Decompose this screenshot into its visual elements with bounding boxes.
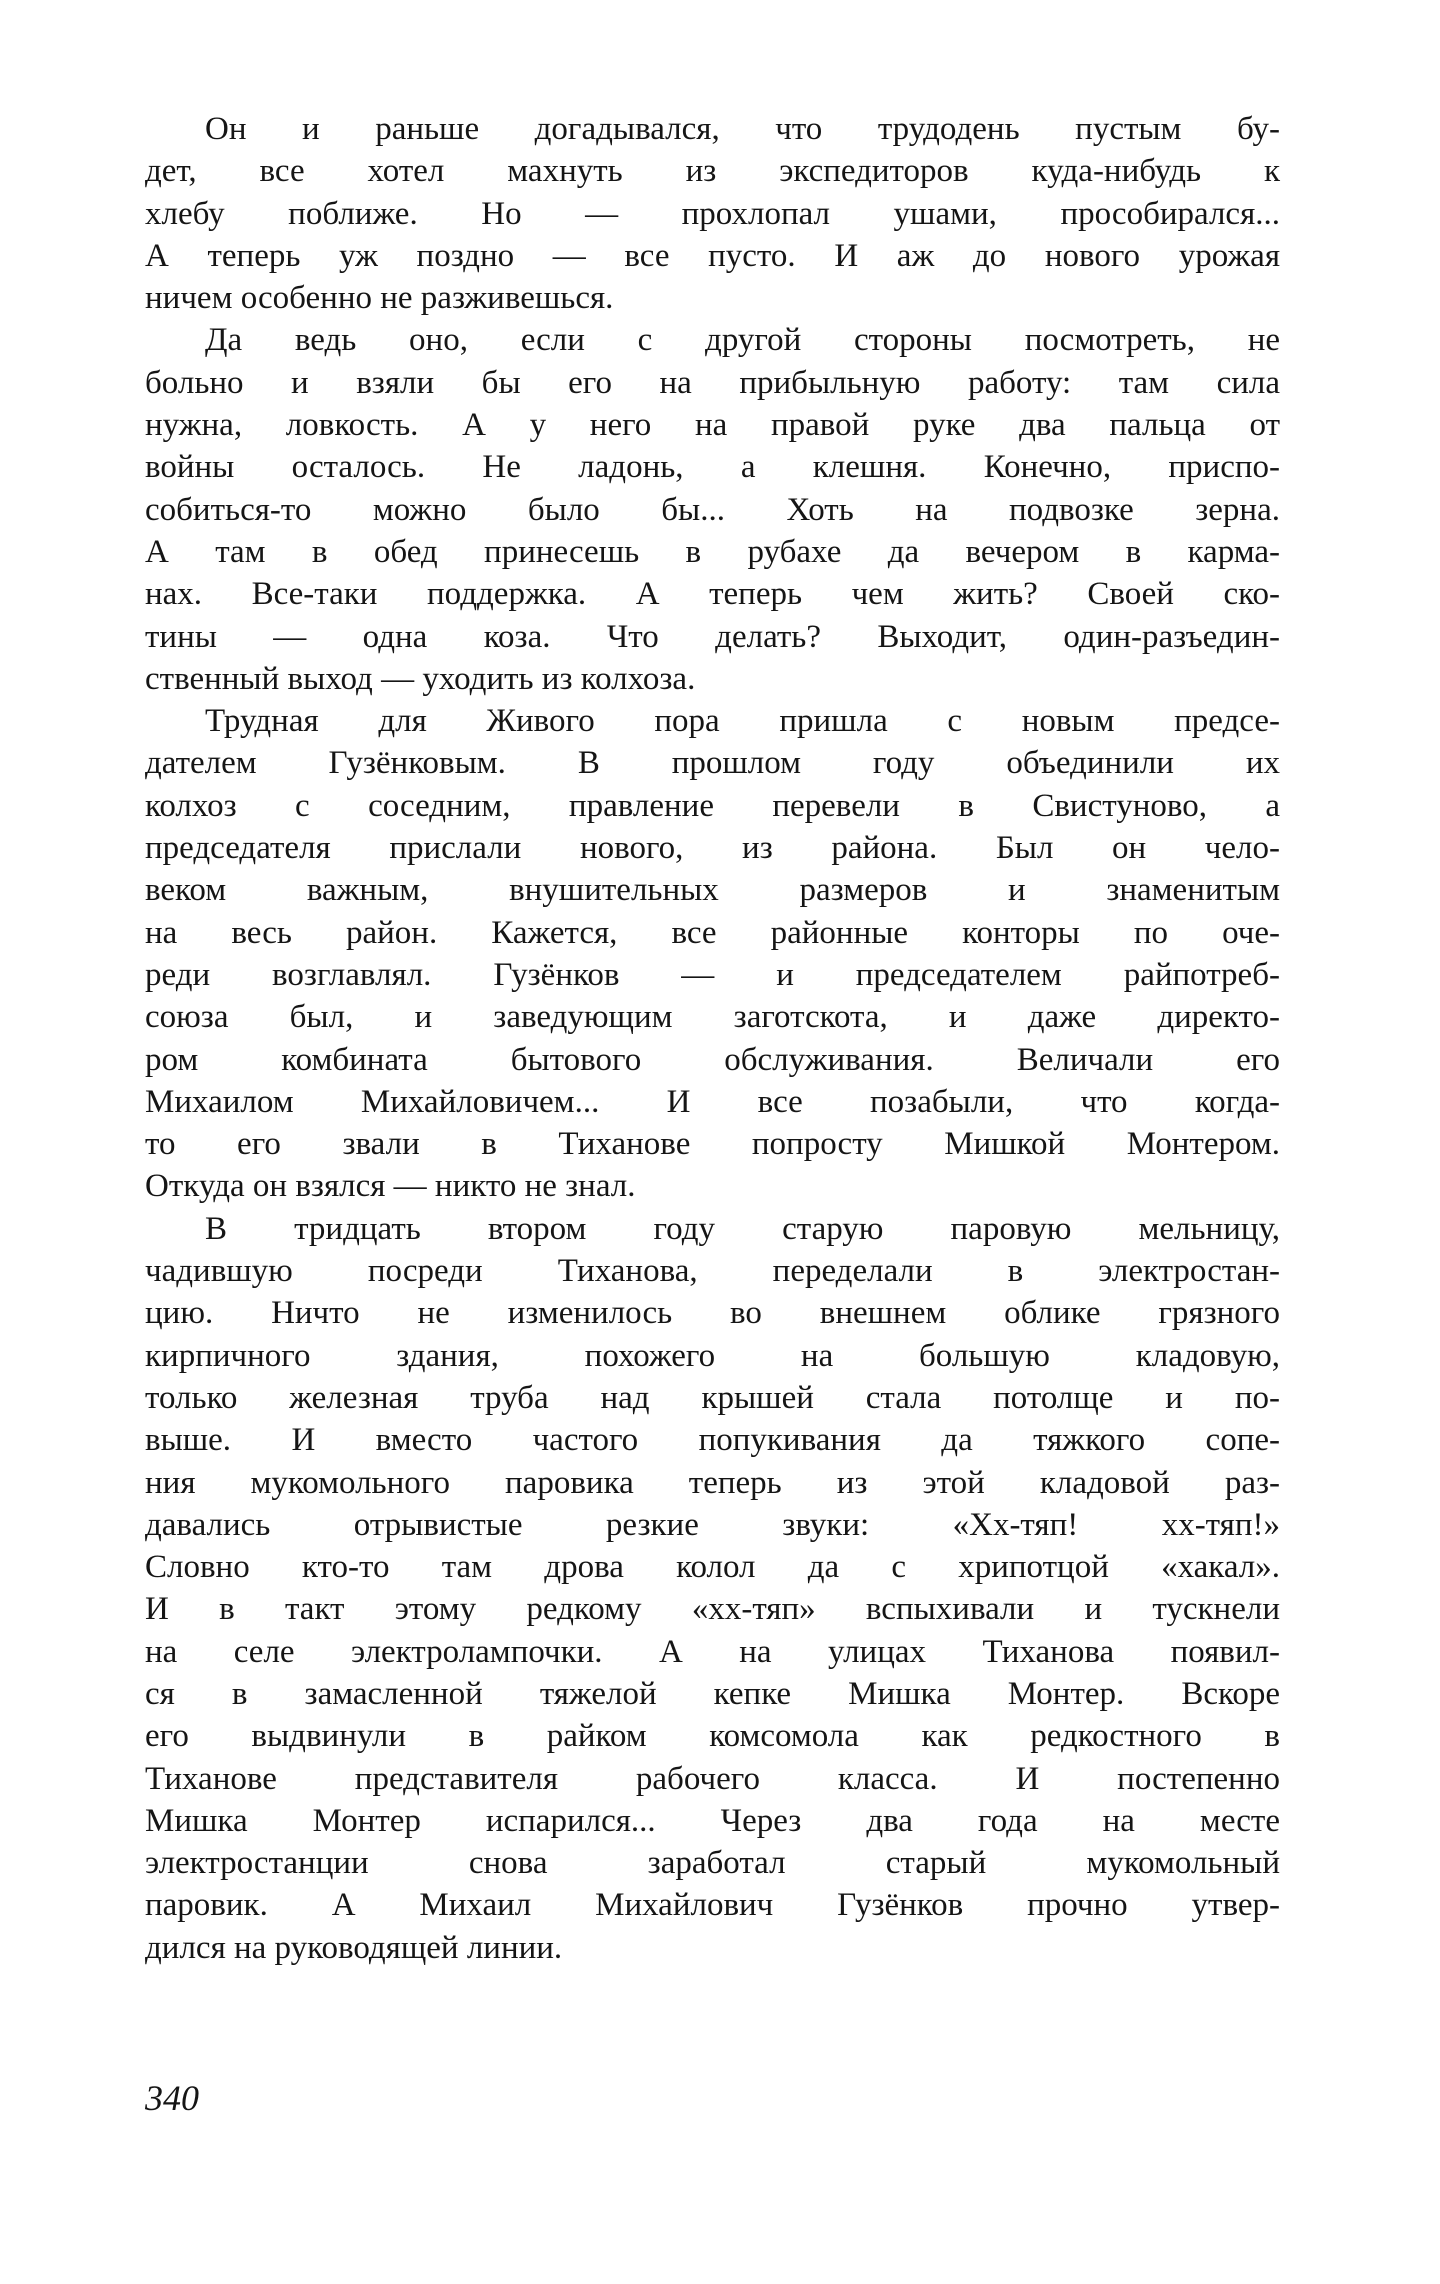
text-line: Трудная для Живого пора пришла с новым предсе-	[205, 703, 1280, 740]
text-line: его выдвинули в райком комсомола как редкостного в	[145, 1718, 1280, 1755]
text-line: председателя прислали нового, из района. Был он чело-	[145, 830, 1280, 867]
text-line: Словно кто-то там дрова колол да с хрипотцой «хакал».	[145, 1549, 1280, 1586]
text-line: А теперь уж поздно — все пусто. И аж до нового урожая	[145, 237, 1280, 274]
text-line: давались отрывистые резкие звуки: «Хх-тяп! хх-тяп!»	[145, 1506, 1280, 1543]
text-line: дателем Гузёнковым. В прошлом году объединили их	[145, 745, 1280, 782]
text-line: реди возглавлял. Гузёнков — и председателем райпотреб-	[145, 956, 1280, 993]
text-line: ся в замасленной тяжелой кепке Мишка Монтер. Вскоре	[145, 1675, 1280, 1712]
text-line: колхоз с соседним, правление перевели в Свистуново, а	[145, 787, 1280, 824]
text-line: И в такт этому редкому «хх-тяп» вспыхивали и тускнели	[145, 1591, 1280, 1628]
page-text	[145, 108, 1280, 1969]
text-line: на селе электролампочки. А на улицах Тиханова появил-	[145, 1633, 1280, 1670]
text-line: Да ведь оно, если с другой стороны посмотреть, не	[205, 322, 1280, 359]
text-line: нужна, ловкость. А у него на правой руке два пальца от	[145, 407, 1280, 444]
text-line: дился на руководящей линии.	[145, 1929, 563, 1966]
text-line: союза был, и заведующим заготскота, и даже директо-	[145, 999, 1280, 1036]
paragraph-3	[145, 700, 1280, 1208]
text-line: хлебу поближе. Но — прохлопал ушами, прособирался...	[145, 195, 1280, 232]
text-line: тины — одна коза. Что делать? Выходит, один-разъедин-	[145, 618, 1280, 655]
text-line: собиться-то можно было бы... Хоть на подвозке зерна.	[145, 491, 1280, 528]
text-line: ничем особенно не разживешься.	[145, 280, 614, 317]
text-line: В тридцать втором году старую паровую мельницу,	[205, 1210, 1280, 1247]
text-line: дет, все хотел махнуть из экспедиторов куда-нибудь к	[145, 153, 1280, 190]
paragraph-4	[145, 1208, 1280, 1969]
text-line: Мишка Монтер испарился... Через два года на месте	[145, 1802, 1280, 1839]
text-line: войны осталось. Не ладонь, а клешня. Конечно, приспо-	[145, 449, 1280, 486]
text-line: цию. Ничто не изменилось во внешнем облике грязного	[145, 1295, 1280, 1332]
text-line: то его звали в Тиханове попросту Мишкой Монтером.	[145, 1126, 1280, 1163]
text-line: Михаилом Михайловичем... И все позабыли, что когда-	[145, 1083, 1280, 1120]
paragraph-2	[145, 319, 1280, 700]
text-line: веком важным, внушительных размеров и знаменитым	[145, 872, 1280, 909]
text-line: паровик. А Михаил Михайлович Гузёнков прочно утвер-	[145, 1887, 1280, 1924]
text-line: нах. Все-таки поддержка. А теперь чем жить? Своей ско-	[145, 576, 1280, 613]
text-line: электростанции снова заработал старый мукомольный	[145, 1845, 1280, 1882]
text-line: Тиханове представителя рабочего класса. И постепенно	[145, 1760, 1280, 1797]
text-line: Он и раньше догадывался, что трудодень пустым бу-	[205, 111, 1280, 147]
text-line: А там в обед принесешь в рубахе да вечером в карма-	[145, 533, 1280, 570]
text-line: Откуда он взялся — никто не знал.	[145, 1168, 636, 1205]
text-line: только железная труба над крышей стала потолще и по-	[145, 1379, 1280, 1416]
text-line: на весь район. Кажется, все районные конторы по оче-	[145, 914, 1280, 951]
paragraph-1	[145, 108, 1280, 319]
text-line: выше. И вместо частого попукивания да тяжкого сопе-	[145, 1422, 1280, 1459]
text-line: ром комбината бытового обслуживания. Величали его	[145, 1041, 1280, 1078]
page-number: 340	[145, 2078, 199, 2118]
text-line: кирпичного здания, похожего на большую кладовую,	[145, 1337, 1280, 1374]
text-line: больно и взяли бы его на прибыльную работу: там сила	[145, 364, 1280, 401]
text-line: ственный выход — уходить из колхоза.	[145, 660, 696, 697]
text-line: ния мукомольного паровика теперь из этой кладовой раз-	[145, 1464, 1280, 1501]
text-line: чадившую посреди Тиханова, переделали в электростан-	[145, 1253, 1280, 1290]
